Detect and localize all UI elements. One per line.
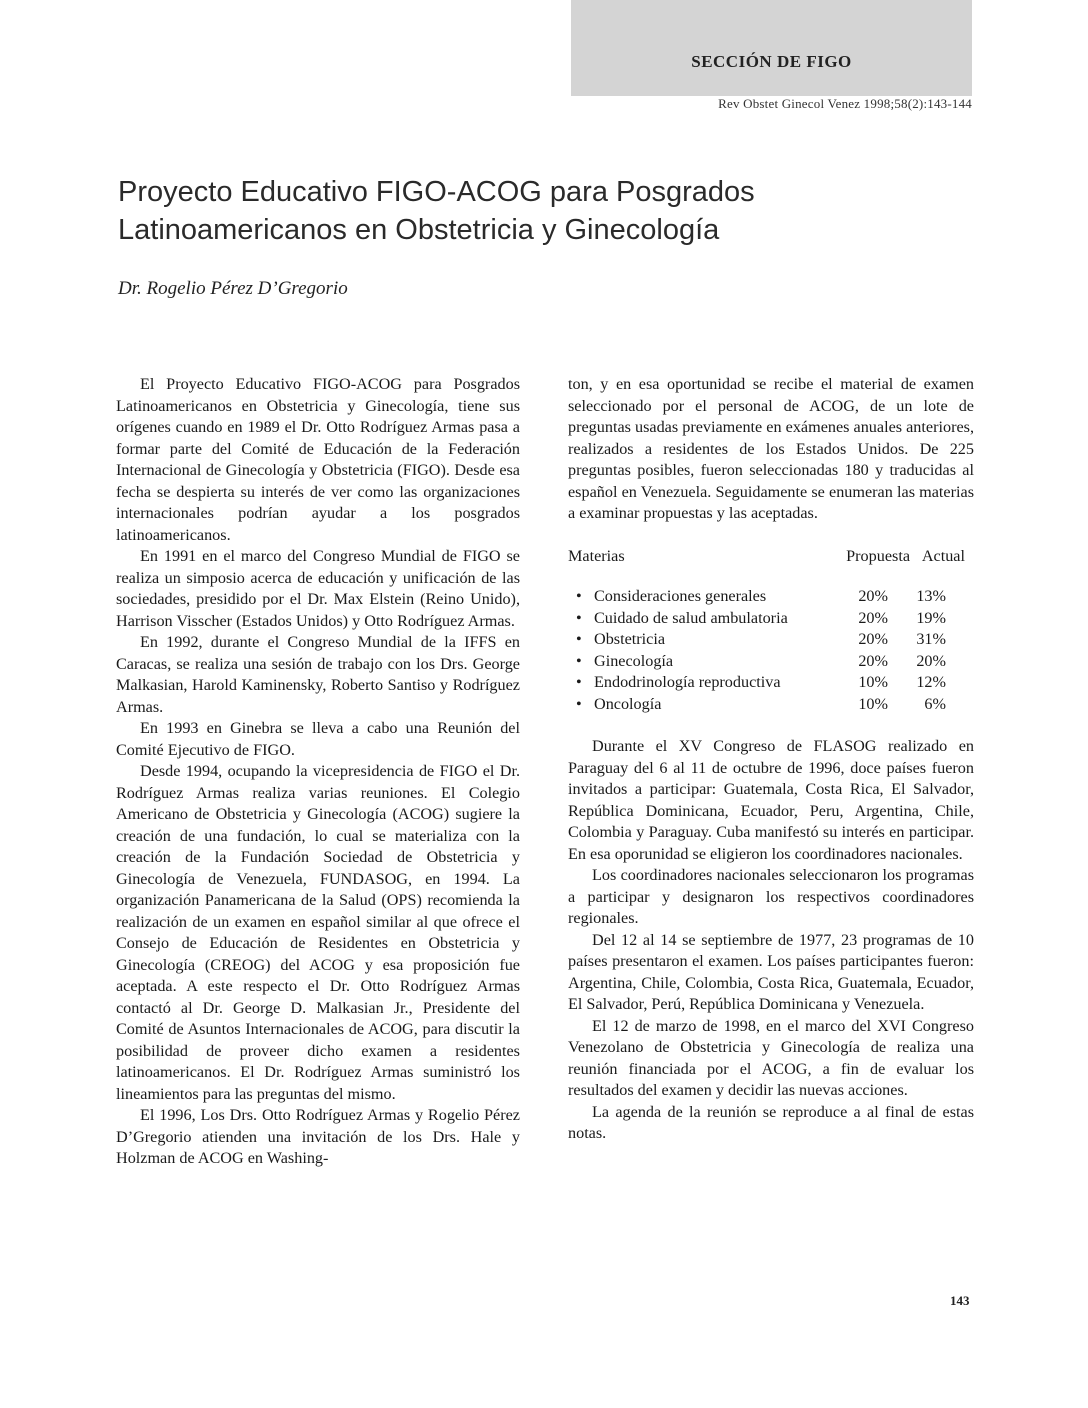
subject-actual: 31% xyxy=(916,630,946,648)
paragraph: Del 12 al 14 se septiembre de 1977, 23 programas de 10 países presentaron el examen. Los países participantes fueron: Argentina, Chile, Colombia, Costa Rica, Guatemala, Ecuador, El Salvador, Perú, República Dominicana y Venezuela. xyxy=(568,930,974,1013)
article-title-line-1: Proyecto Educativo FIGO-ACOG para Posgrados xyxy=(118,176,755,208)
paragraph-continuation: ton, y en esa oportunidad se recibe el material de examen seleccionado por el personal de ACOG, de un lote de preguntas usadas previamente en exámenes anuales anteriores, realizados a residentes de los Estados Unidos. De 225 preguntas posibles, fueron seleccionadas 180 y traducidas al español en Venezuela. Seguidamente se enumeran las materias a examinar propuestas y las aceptadas. xyxy=(568,375,974,522)
paragraph: En 1992, durante el Congreso Mundial de la IFFS en Caracas, se realiza una sesión de trabajo con los Drs. George Malkasian, Harold Kaminensky, Roberto Santiso y Rodríguez Armas. xyxy=(116,633,520,716)
section-title: SECCIÓN DE FIGO xyxy=(691,52,852,71)
bullet: • xyxy=(576,587,582,605)
subjects-table xyxy=(568,546,974,716)
paragraph: El 12 de marzo de 1998, en el marco del XVI Congreso Venezolano de Obstetricia y Ginecología de realiza una reunión financiada por el ACOG, a fin de evaluar los resultados del examen y decidir las nuevas acciones. xyxy=(568,1016,974,1099)
subject-actual: 6% xyxy=(924,694,946,713)
bullet: • xyxy=(576,630,582,648)
subject-proposed: 20% xyxy=(858,587,888,605)
subject-proposed: 20% xyxy=(858,608,888,627)
subject-actual: 19% xyxy=(916,608,946,627)
header-proposed: Propuesta xyxy=(846,546,910,565)
page-number: 143 xyxy=(950,1293,970,1308)
subjects-table-header xyxy=(568,546,974,568)
subject-row xyxy=(568,586,974,608)
article-author: Dr. Rogelio Pérez D’Gregorio xyxy=(118,278,348,299)
subject-proposed: 10% xyxy=(858,673,888,691)
subject-name: Obstetricia xyxy=(594,630,666,648)
subject-actual: 20% xyxy=(916,651,946,670)
subject-proposed: 20% xyxy=(858,630,888,648)
bullet: • xyxy=(576,651,582,670)
bullet: • xyxy=(576,694,582,713)
subject-row xyxy=(568,651,974,673)
subject-name: Consideraciones generales xyxy=(594,587,767,605)
header-actual: Actual xyxy=(921,546,965,565)
left-column xyxy=(116,374,520,1170)
subject-row xyxy=(568,672,974,694)
paragraph: El Proyecto Educativo FIGO-ACOG para Posgrados Latinoamericanos en Obstetricia y Ginecología, tiene sus orígenes cuando en 1989 el Dr. Otto Rodríguez Armas pasa a formar parte del Comité de Educación de la Federación Internacional de Ginecología y Obstetricia (FIGO). Desde esa fecha se despierta su interés de ver como las organizaciones internacionales podrían ayudar a los posgrados latinoamericanos. xyxy=(116,375,520,544)
subject-row xyxy=(568,694,974,716)
subject-name: Oncología xyxy=(594,694,662,713)
bullet: • xyxy=(576,673,582,691)
subject-actual: 12% xyxy=(916,673,946,691)
header-subjects: Materias xyxy=(568,546,625,565)
subject-name: Cuidado de salud ambulatoria xyxy=(594,608,788,627)
paragraph: La agenda de la reunión se reproduce a al final de estas notas. xyxy=(568,1102,974,1142)
right-column-body xyxy=(568,736,974,1145)
article-title xyxy=(118,173,918,249)
subject-actual: 13% xyxy=(916,587,946,605)
article-title-line-2: Latinoamericanos en Obstetricia y Ginecología xyxy=(118,214,720,246)
paragraph: En 1993 en Ginebra se lleva a cabo una Reunión del Comité Ejecutivo de FIGO. xyxy=(116,719,520,759)
paragraph: Durante el XV Congreso de FLASOG realizado en Paraguay del 6 al 11 de octubre de 1996, doce países fueron invitados a participar: Guatemala, Costa Rica, El Salvador, República Dominicana, Ecuador, Peru, Argentina, Chile, Colombia y Paraguay. Cuba manifestó su interés en participar. En esa oporunidad se eligieron los coordinadores nacionales. xyxy=(568,737,974,863)
paragraph: El 1996, Los Drs. Otto Rodríguez Armas y Rogelio Pérez D’Gregorio atienden una invitación de los Drs. Hale y Holzman de ACOG en Washing- xyxy=(116,1106,520,1167)
paragraph: Desde 1994, ocupando la vicepresidencia de FIGO el Dr. Rodríguez Armas realiza varias reuniones. El Colegio Americano de Obstetricia y Ginecología (ACOG) sugiere la creación de una fundación, lo cual se materializa con la creación de la Fundación Sociedad de Obstetricia y Ginecología de Venezuela, FUNDASOG, en 1994. La organización Panamericana de la Salud (OPS) recomienda la realización de un examen en español similar al que ofrece el Consejo de Educación de Residentes en Obstetricia y Ginecología (CREOG) del ACOG y esa proposición fue aceptada. A este respecto el Dr. Otto Rodríguez Armas contactó al Dr. George D. Malkasian Jr., Presidente del Comité de Asuntos Internacionales de ACOG, para discutir la posibilidad de proveer dicho examen a residentes latinoamericanos. El Dr. Rodríguez Armas suministró los lineamientos para las preguntas del mismo. xyxy=(116,762,520,1103)
section-banner xyxy=(571,0,972,96)
journal-citation: Rev Obstet Ginecol Venez 1998;58(2):143-144 xyxy=(718,96,972,111)
paragraph: Los coordinadores nacionales seleccionaron los programas a participar y designaron los respectivos coordinadores regionales. xyxy=(568,866,974,927)
subject-row xyxy=(568,608,974,630)
subject-proposed: 10% xyxy=(858,694,888,713)
bullet: • xyxy=(576,608,582,627)
subject-row xyxy=(568,629,974,651)
subject-name: Ginecología xyxy=(594,651,674,670)
right-column xyxy=(568,374,974,1145)
subject-name: Endodrinología reproductiva xyxy=(594,673,781,691)
paragraph: En 1991 en el marco del Congreso Mundial de FIGO se realiza un simposio acerca de educación y unificación de las sociedades, presidido por el Dr. Max Elstein (Reino Unido), Harrison Visscher (Estados Unidos) y Otto Rodríguez Armas. xyxy=(116,547,520,630)
subject-proposed: 20% xyxy=(858,651,888,670)
